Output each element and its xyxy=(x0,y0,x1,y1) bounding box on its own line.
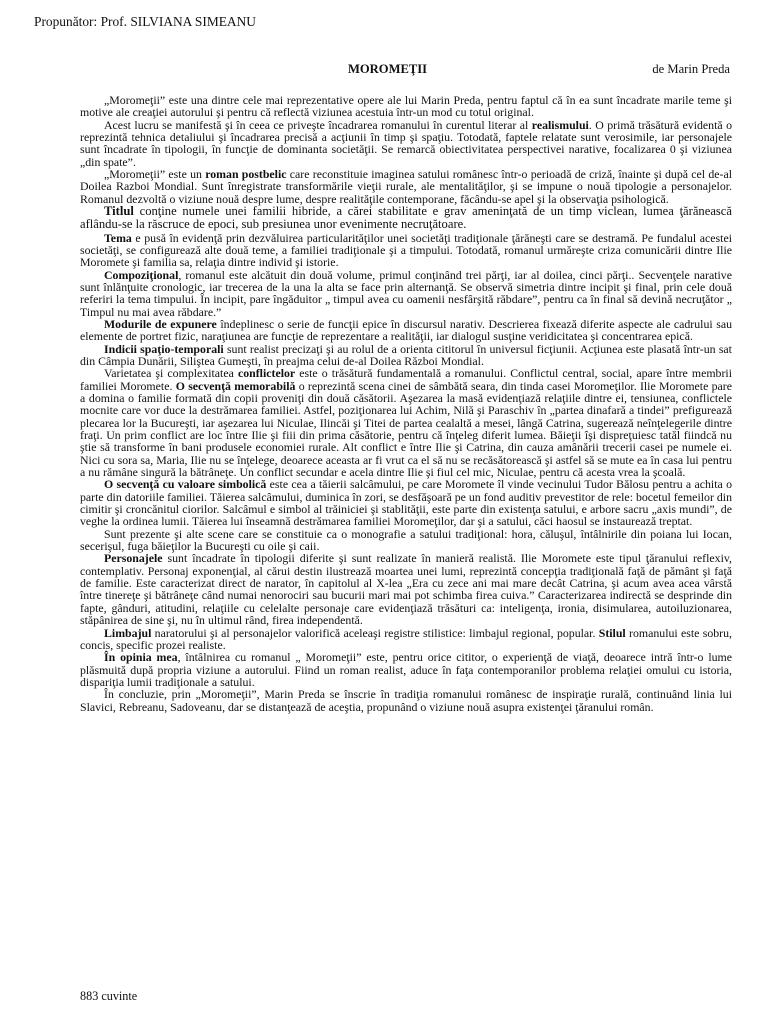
bold-term: realismului xyxy=(531,117,589,132)
paragraph xyxy=(80,94,732,119)
paragraph xyxy=(80,367,732,478)
bold-term: În opinia mea xyxy=(104,650,178,665)
paragraph xyxy=(80,478,732,527)
paragraph-text: naratorului şi al personajelor valorifică aceleaşi registre stilistice: limbajul regional, popular. xyxy=(151,625,599,640)
document-page xyxy=(34,0,732,1024)
bold-term: Indicii spaţio-temporali xyxy=(104,341,224,356)
bold-term: Stilul xyxy=(598,625,626,640)
paragraph-text: care reconstituie imaginea satului românesc într-o perioadă de criză, înainte şi după cel de-al Doilea Razboi Mondial. Sunt înregistrate transformările vieţii rurale, ale mentalităţilor, şi se impune o nouă tipologie a personajelor. Romanul dezvoltă o viziune nouă despre lume, despre realităţile contemporane, făcându-se apel şi la observaţia psihologică. xyxy=(80,167,732,206)
paragraph xyxy=(80,168,732,205)
bold-term: Limbajul xyxy=(104,625,152,640)
paragraph-text: Sunt prezente şi alte scene care se constituie ca o monografie a satului tradiţional: hora, căluşul, întâlnirile din poiana lui Iocan, secerişul, fuga băieţilor la Bucureşti cu oile şi caii. xyxy=(80,526,732,554)
paragraph xyxy=(80,627,732,652)
paragraph-text: , întâlnirea cu romanul „ Moromeţii” este, pentru orice cititor, o experienţă de viaţă, deoarece intră într-o lume plăsmuită după propria viziune a autorului. Fiind un roman realist, aduce în faţa contemporanilor problema relaţiei omului cu istoria, dispariţia lumii tradiţionale a satului. xyxy=(80,650,732,689)
paragraph-text: romanului este sobru, concis, specific prozei realiste. xyxy=(80,625,732,652)
paragraph-text: sunt încadrate în tipologii diferite şi sunt realizate în manieră realistă. Ilie Moromete este tipul ţăranului reflexiv, contemplativ. Personaj exponenţial, al cărui destin ilustrează moartea unei lumi, reprezintă concepţia tradiţională faţă de pământ şi faţă de familie. Este caracterizat direct de narator, în capitolul al X-lea „Era cu zece ani mai mare decât Catrina, şi acum avea acea vârstă între tinereţe şi bătrâneţe când numai nenorociri sau bucurii mari mai pot schimba firea cuiva.” Caracterizarea indirectă se desprinde din fapte, gânduri, atitudini, relaţiile cu celelalte personaje care evidenţiază trăsături ca: inteligenţa, ironia, disimularea, autoiluzionarea, stăpânirea de sine şi, nu în ultimul rând, firea independentă. xyxy=(80,551,732,628)
bold-term: Tema xyxy=(104,230,132,245)
paragraph xyxy=(80,651,732,688)
paragraph-text: În concluzie, prin „Moromeţii”, Marin Preda se înscrie în tradiţia romanului românesc de inspiraţie rurală, continuând linia lui Slavici, Rebreanu, Sadoveanu, dar se distanţează de aceştia, propunând o viziune nouă asupra existenţei ţăranului român. xyxy=(80,687,732,714)
bold-term: Modurile de expunere xyxy=(104,316,217,331)
bold-term: Titlul xyxy=(104,204,134,219)
essay-body xyxy=(80,94,732,713)
paragraph-text: Varietatea şi complexitatea xyxy=(104,366,238,381)
paragraph xyxy=(80,269,732,318)
paragraph-text: e pusă în evidenţă prin dezvăluirea particularităţilor unei societăţi tradiţionale ţărăneşti care se destramă. Pe fundalul acestei societăţi, se configurează alte două teme, a familiei tradiţionale şi a timpului. Totodată, romanul urmăreşte criza comunicării dintre Ilie Moromete şi familia sa, relaţia dintre individ şi istorie. xyxy=(80,230,732,270)
document-title: MOROMEŢII xyxy=(348,62,428,76)
paragraph-text: . O primă trăsătură evidentă o reprezintă tehnica detaliului şi încadrarea precisă a acţiunii în timp şi spaţiu. Totodată, faptele relatate sunt verosimile, iar personajele sunt încadrate în tipologii, în funcţie de dominanta societăţii. Se remarcă obiectivitatea perspectivei narative, focalizarea 0 şi viziunea „din spate”. xyxy=(80,117,732,169)
paragraph-text: îndeplinesc o serie de funcţii epice în discursul narativ. Descrierea fixează diferite aspecte ale cadrului sau elemente de portret fizic, naraţiunea are funcţie de reprezentare a realităţii, iar dialogul susţine veridicitatea şi concentrarea epică. xyxy=(80,316,732,344)
paragraph-text: „Moromeţii” este una dintre cele mai reprezentative opere ale lui Marin Preda, pentru faptul că în ea sunt încadrate marile teme şi motive ale creaţiei autorului şi pentru că reflectă viziunea acestuia într-un mod cu totul original. xyxy=(80,93,732,120)
bold-term: roman postbelic xyxy=(205,167,287,182)
author-line: Propunător: Prof. SILVIANA SIMEANU xyxy=(34,14,256,29)
paragraph-text: , romanul este alcătuit din două volume, primul conţinând trei părţi, iar al doilea, cinci părţi.. Secvenţele narative sunt înlănţuite cronologic, iar trecerea de la una la alta se face prin alternanţă. Se observă simetria dintre incipit şi final, prin cele două referiri la tema timpului. În incipit, pare îngăduitor „ timpul avea cu oamenii nesfârşită răbdare”, pentru ca în final să devină necruţător „ Timpul nu mai avea răbdare.” xyxy=(80,267,732,319)
bold-term: O secvenţă memorabilă xyxy=(175,378,296,393)
bold-term: O secvenţă cu valoare simbolică xyxy=(104,477,267,492)
bold-term: Compoziţional xyxy=(104,267,179,282)
bold-term: conflictelor xyxy=(237,366,296,381)
title-row xyxy=(80,62,732,80)
paragraph-text: conţine numele unei familii hibride, a cărei stabilitate e grav ameninţată de un timp viclean, lumea ţărănească aflându-se la răscruce de epoci, sub presiunea unor evenimente necruţătoare. xyxy=(80,204,732,232)
paragraph xyxy=(80,232,732,269)
paragraph xyxy=(80,343,732,368)
paragraph xyxy=(80,688,732,713)
paragraph-text: o reprezintă scena cinei de sâmbătă seara, din tinda casei Moromeţilor. Ilie Moromete pare a domina o familie formată din copii proveniţi din două căsătorii. Aşezarea la masă evidenţiază relaţiile dintre ei, tensiunea, conflictele mocnite care vor duce la destrămarea familiei. Astfel, poziţionarea lui Achim, Nilă şi Paraschiv în „partea dinafară a tindei” prefigurează plecarea lor la Bucureşti, iar aşezarea lui Niculae, Ilincăi şi Titei de partea cealaltă a mesei, lângă Catrina, sugerează neînţelegerile dintre fraţi. Un prim conflict are loc între Ilie şi fiii din prima căsătorie, pentru că înţeleg diferit lumea. Băieţii îşi dispreţuiesc tatăl fiindcă nu ştie să transforme în bani produsele economiei rurale. Alt conflict e între Ilie şi Catrina, din cauza amânării trecerii casei pe numele ei. Nici cu sora sa, Maria, Ilie nu se înţelege, deoarece aceasta ar fi vrut ca el să nu se recăsătorească şi astfel să se mute ea în casa lui pentru a nu rămâne singură la bătrâneţe. Un conflict secundar e acela dintre Ilie şi fiul cel mic, Niculae, pentru că acesta vrea la şcoală. xyxy=(80,378,732,480)
paragraph-text: este cea a tăierii salcâmului, pe care Moromete îl vinde vecinului Tudor Bălosu pentru a achita o parte din datoriile familiei. Tăierea salcâmului, duminica în zori, se desfăşoară pe un fond auditiv prevestitor de rele: bocetul femeilor din cimitir şi croncănitul ciorilor. Salcâmul e simbol al trăiniciei şi stablităţii, este parte din existenţa satului, e arbore sacru „axis mundi”, de veghe la ordinea lumii. Tăierea lui înseamnă destrămarea familiei Moromeţilor, dar şi a satului, căci haosul se instaurează treptat. xyxy=(80,477,732,529)
paragraph-text: este o trăsătură fundamentală a romanului. Conflictul central, social, apare între membrii familiei Moromete. xyxy=(80,366,732,393)
paragraph xyxy=(80,205,732,231)
paragraph xyxy=(80,119,732,168)
paragraph-text: sunt realist precizaţi şi au rolul de a orienta cititorul în universul ficţiunii. Acţiunea este plasată într-un sat din Câmpia Dunării, Siliştea Gumeşti, în preajma celui de-al Doilea Război Mondial. xyxy=(80,341,732,368)
paragraph-text: Acest lucru se manifestă şi în ceea ce priveşte încadrarea romanului în curentul literar al xyxy=(104,117,532,132)
paragraph xyxy=(80,552,732,626)
paragraph xyxy=(80,318,732,343)
word-count: 883 cuvinte xyxy=(80,989,138,1003)
bold-term: Personajele xyxy=(104,551,163,566)
paragraph xyxy=(80,528,732,553)
byline: de Marin Preda xyxy=(652,62,730,76)
paragraph-text: „Moromeţii” este un xyxy=(104,167,206,182)
